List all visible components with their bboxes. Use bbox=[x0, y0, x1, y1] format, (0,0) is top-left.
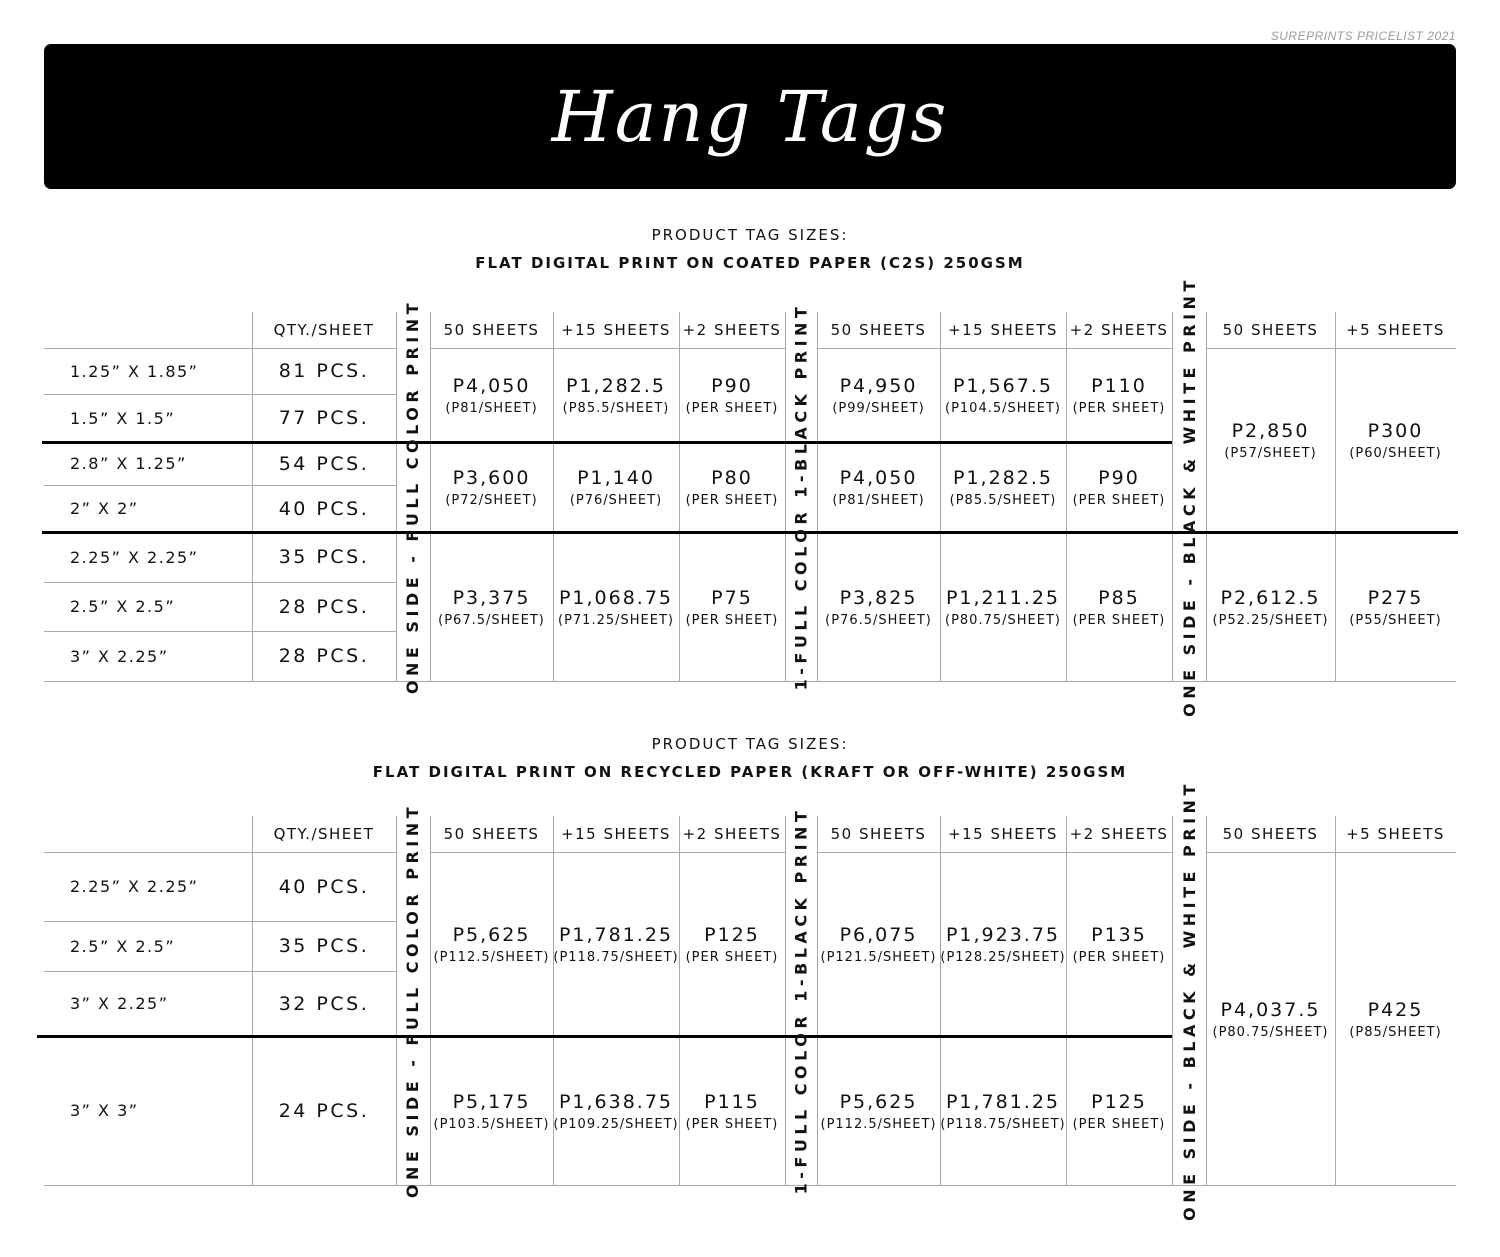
column-header: 50 SHEETS bbox=[830, 321, 927, 339]
column-header: 50 SHEETS bbox=[443, 825, 540, 843]
qty-cell: 40 PCS. bbox=[278, 875, 370, 898]
price-cell bbox=[679, 532, 785, 681]
price-value: P90 bbox=[1098, 467, 1140, 489]
price-table bbox=[44, 276, 1456, 717]
price-value: P4,050 bbox=[839, 467, 918, 489]
price-per-sheet: (P80.75/SHEET) bbox=[945, 612, 1061, 628]
price-per-sheet: (P60/SHEET) bbox=[1349, 446, 1442, 461]
price-per-sheet: (PER SHEET) bbox=[685, 950, 779, 965]
qty-cell: 28 PCS. bbox=[278, 645, 370, 667]
price-per-sheet: (P76/SHEET) bbox=[569, 493, 663, 508]
price-value: P1,211.25 bbox=[945, 586, 1061, 609]
price-value: P1,282.5 bbox=[566, 375, 666, 397]
price-value: P5,625 bbox=[452, 924, 531, 946]
price-cell bbox=[1335, 852, 1456, 1185]
print-type-label-text: ONE SIDE - BLACK & WHITE PRINT bbox=[1179, 276, 1199, 717]
price-cell bbox=[553, 1036, 679, 1185]
price-cell bbox=[817, 852, 940, 1036]
price-per-sheet: (P121.5/SHEET) bbox=[820, 950, 937, 965]
price-cell bbox=[430, 442, 553, 532]
column-header: +15 SHEETS bbox=[948, 825, 1058, 843]
price-per-sheet: (P118.75/SHEET) bbox=[553, 950, 679, 965]
print-type-label bbox=[1172, 276, 1206, 717]
size-cell: 3” X 3” bbox=[70, 1101, 139, 1120]
column-header: +2 SHEETS bbox=[1069, 321, 1169, 339]
section-heading bbox=[0, 226, 1500, 272]
size-cell: 2.5” X 2.5” bbox=[70, 597, 176, 616]
price-value: P5,625 bbox=[839, 1090, 918, 1113]
size-cell: 1.5” X 1.5” bbox=[70, 408, 176, 428]
print-type-label bbox=[785, 302, 817, 691]
column-header: 50 SHEETS bbox=[1222, 321, 1319, 339]
price-value: P300 bbox=[1367, 420, 1424, 442]
price-per-sheet: (P118.75/SHEET) bbox=[940, 1116, 1066, 1132]
price-cell bbox=[430, 1036, 553, 1185]
price-per-sheet: (P85.5/SHEET) bbox=[562, 401, 670, 416]
price-cell bbox=[1066, 852, 1172, 1036]
print-type-label bbox=[1172, 780, 1206, 1221]
price-cell bbox=[553, 852, 679, 1036]
print-type-label bbox=[785, 806, 817, 1195]
column-header: +15 SHEETS bbox=[561, 321, 671, 339]
price-per-sheet: (P112.5/SHEET) bbox=[433, 950, 550, 965]
price-value: P135 bbox=[1091, 924, 1147, 946]
price-value: P1,781.25 bbox=[558, 924, 674, 946]
price-cell bbox=[1335, 348, 1456, 532]
price-cell bbox=[679, 442, 785, 532]
price-cell bbox=[1066, 442, 1172, 532]
price-per-sheet: (PER SHEET) bbox=[1072, 1116, 1166, 1132]
price-per-sheet: (P55/SHEET) bbox=[1349, 612, 1442, 628]
price-cell bbox=[1066, 532, 1172, 681]
price-value: P1,638.75 bbox=[558, 1090, 674, 1113]
qty-cell: 77 PCS. bbox=[278, 407, 370, 429]
price-per-sheet: (P81/SHEET) bbox=[832, 493, 925, 508]
price-per-sheet: (PER SHEET) bbox=[1072, 612, 1166, 628]
price-cell bbox=[817, 532, 940, 681]
price-value: P275 bbox=[1367, 586, 1424, 609]
price-cell bbox=[817, 348, 940, 442]
price-cell bbox=[553, 348, 679, 442]
price-value: P3,825 bbox=[839, 586, 918, 609]
price-cell bbox=[1206, 348, 1335, 532]
price-per-sheet: (P67.5/SHEET) bbox=[438, 612, 545, 628]
qty-cell: 35 PCS. bbox=[278, 935, 370, 957]
price-table bbox=[44, 780, 1456, 1221]
qty-cell: 32 PCS. bbox=[278, 992, 370, 1015]
size-cell: 3” X 2.25” bbox=[70, 646, 169, 666]
size-cell: 2” X 2” bbox=[70, 499, 139, 518]
section-heading bbox=[0, 735, 1500, 781]
price-value: P1,140 bbox=[577, 467, 655, 489]
price-per-sheet: (PER SHEET) bbox=[685, 401, 779, 416]
size-cell: 2.8” X 1.25” bbox=[70, 454, 187, 473]
page-title: Hang Tags bbox=[551, 75, 949, 158]
price-per-sheet: (P109.25/SHEET) bbox=[553, 1116, 679, 1132]
price-value: P2,612.5 bbox=[1220, 586, 1321, 609]
qty-cell: 81 PCS. bbox=[278, 360, 370, 382]
price-per-sheet: (P104.5/SHEET) bbox=[945, 401, 1061, 416]
section-subheading: FLAT DIGITAL PRINT ON COATED PAPER (C2S) 250GSM bbox=[475, 254, 1025, 272]
price-per-sheet: (P71.25/SHEET) bbox=[558, 612, 674, 628]
price-per-sheet: (PER SHEET) bbox=[685, 1116, 779, 1132]
price-cell bbox=[430, 348, 553, 442]
price-per-sheet: (PER SHEET) bbox=[685, 493, 779, 508]
price-value: P6,075 bbox=[839, 924, 918, 946]
price-value: P125 bbox=[704, 924, 760, 946]
price-value: P80 bbox=[711, 467, 753, 489]
price-per-sheet: (P112.5/SHEET) bbox=[820, 1116, 937, 1132]
price-cell bbox=[1335, 532, 1456, 681]
qty-cell: 35 PCS. bbox=[278, 546, 370, 568]
price-value: P125 bbox=[1091, 1090, 1147, 1113]
price-cell bbox=[940, 852, 1066, 1036]
price-value: P110 bbox=[1091, 375, 1147, 397]
size-cell: 2.25” X 2.25” bbox=[70, 877, 199, 896]
price-per-sheet: (PER SHEET) bbox=[1072, 950, 1166, 965]
price-value: P5,175 bbox=[452, 1090, 531, 1113]
size-cell: 1.25” X 1.85” bbox=[70, 361, 199, 381]
price-per-sheet: (PER SHEET) bbox=[685, 612, 779, 628]
price-cell bbox=[1066, 1036, 1172, 1185]
price-cell bbox=[679, 852, 785, 1036]
price-cell bbox=[679, 1036, 785, 1185]
price-per-sheet: (P72/SHEET) bbox=[445, 493, 538, 508]
column-header: +2 SHEETS bbox=[682, 321, 782, 339]
price-per-sheet: (PER SHEET) bbox=[1072, 401, 1166, 416]
price-per-sheet: (P80.75/SHEET) bbox=[1212, 1024, 1329, 1040]
print-type-label bbox=[396, 298, 430, 695]
price-value: P4,037.5 bbox=[1220, 998, 1321, 1021]
price-value: P425 bbox=[1367, 998, 1424, 1021]
price-cell bbox=[1066, 348, 1172, 442]
section-heading-label: PRODUCT TAG SIZES: bbox=[651, 735, 849, 753]
qty-cell: 40 PCS. bbox=[278, 497, 370, 520]
price-value: P85 bbox=[1098, 586, 1140, 609]
price-value: P1,068.75 bbox=[558, 586, 674, 609]
grid-line bbox=[44, 681, 1456, 682]
price-cell bbox=[1206, 852, 1335, 1185]
qty-cell: 28 PCS. bbox=[278, 595, 370, 618]
price-per-sheet: (P85/SHEET) bbox=[1349, 1024, 1442, 1040]
column-header: +2 SHEETS bbox=[1069, 825, 1169, 843]
price-cell bbox=[817, 442, 940, 532]
print-type-label-text: ONE SIDE - FULL COLOR PRINT bbox=[403, 802, 423, 1199]
pricelist-label: SUREPRINTS PRICELIST 2021 bbox=[1270, 29, 1456, 43]
price-value: P1,282.5 bbox=[953, 467, 1053, 489]
price-value: P3,375 bbox=[452, 586, 531, 609]
print-type-label-text: 1-FULL COLOR 1-BLACK PRINT bbox=[791, 806, 811, 1195]
price-cell bbox=[940, 442, 1066, 532]
price-per-sheet: (P128.25/SHEET) bbox=[940, 950, 1066, 965]
price-cell bbox=[940, 532, 1066, 681]
price-per-sheet: (P57/SHEET) bbox=[1224, 446, 1317, 461]
price-per-sheet: (P76.5/SHEET) bbox=[825, 612, 932, 628]
price-value: P2,850 bbox=[1231, 420, 1310, 442]
print-type-label-text: ONE SIDE - FULL COLOR PRINT bbox=[403, 298, 423, 695]
qty-cell: 54 PCS. bbox=[278, 452, 370, 475]
price-value: P115 bbox=[704, 1090, 760, 1113]
price-cell bbox=[679, 348, 785, 442]
price-per-sheet: (P81/SHEET) bbox=[445, 401, 538, 416]
price-per-sheet: (P85.5/SHEET) bbox=[949, 493, 1057, 508]
print-type-label-text: ONE SIDE - BLACK & WHITE PRINT bbox=[1179, 780, 1199, 1221]
price-per-sheet: (P103.5/SHEET) bbox=[433, 1116, 550, 1132]
column-header: +15 SHEETS bbox=[561, 825, 671, 843]
column-header: 50 SHEETS bbox=[830, 825, 927, 843]
price-per-sheet: (P99/SHEET) bbox=[832, 401, 925, 416]
price-cell bbox=[553, 442, 679, 532]
size-cell: 3” X 2.25” bbox=[70, 994, 169, 1013]
column-header: 50 SHEETS bbox=[443, 321, 540, 339]
qty-header: QTY./SHEET bbox=[273, 321, 375, 339]
price-cell bbox=[1206, 532, 1335, 681]
price-value: P1,567.5 bbox=[953, 375, 1053, 397]
section-heading-label: PRODUCT TAG SIZES: bbox=[651, 226, 849, 244]
price-cell bbox=[817, 1036, 940, 1185]
column-header: +5 SHEETS bbox=[1346, 321, 1445, 339]
price-value: P1,923.75 bbox=[945, 924, 1061, 946]
price-per-sheet: (PER SHEET) bbox=[1072, 493, 1166, 508]
price-per-sheet: (P52.25/SHEET) bbox=[1212, 612, 1329, 628]
price-value: P1,781.25 bbox=[945, 1090, 1061, 1113]
price-value: P3,600 bbox=[452, 467, 531, 489]
price-value: P75 bbox=[711, 586, 753, 609]
column-header: +5 SHEETS bbox=[1346, 825, 1445, 843]
print-type-label-text: 1-FULL COLOR 1-BLACK PRINT bbox=[791, 302, 811, 691]
qty-cell: 24 PCS. bbox=[278, 1099, 370, 1122]
grid-line bbox=[44, 1185, 1456, 1186]
size-cell: 2.5” X 2.5” bbox=[70, 936, 176, 956]
column-header: +15 SHEETS bbox=[948, 321, 1058, 339]
column-header: 50 SHEETS bbox=[1222, 825, 1319, 843]
price-cell bbox=[553, 532, 679, 681]
qty-header: QTY./SHEET bbox=[273, 825, 375, 843]
title-banner bbox=[44, 44, 1456, 189]
size-cell: 2.25” X 2.25” bbox=[70, 547, 199, 567]
price-cell bbox=[940, 1036, 1066, 1185]
price-value: P90 bbox=[711, 375, 753, 397]
print-type-label bbox=[396, 802, 430, 1199]
section-subheading: FLAT DIGITAL PRINT ON RECYCLED PAPER (KRAFT OR OFF-WHITE) 250GSM bbox=[372, 763, 1128, 781]
price-value: P4,050 bbox=[452, 375, 531, 397]
price-cell bbox=[430, 852, 553, 1036]
price-cell bbox=[940, 348, 1066, 442]
price-cell bbox=[430, 532, 553, 681]
price-value: P4,950 bbox=[839, 375, 918, 397]
column-header: +2 SHEETS bbox=[682, 825, 782, 843]
